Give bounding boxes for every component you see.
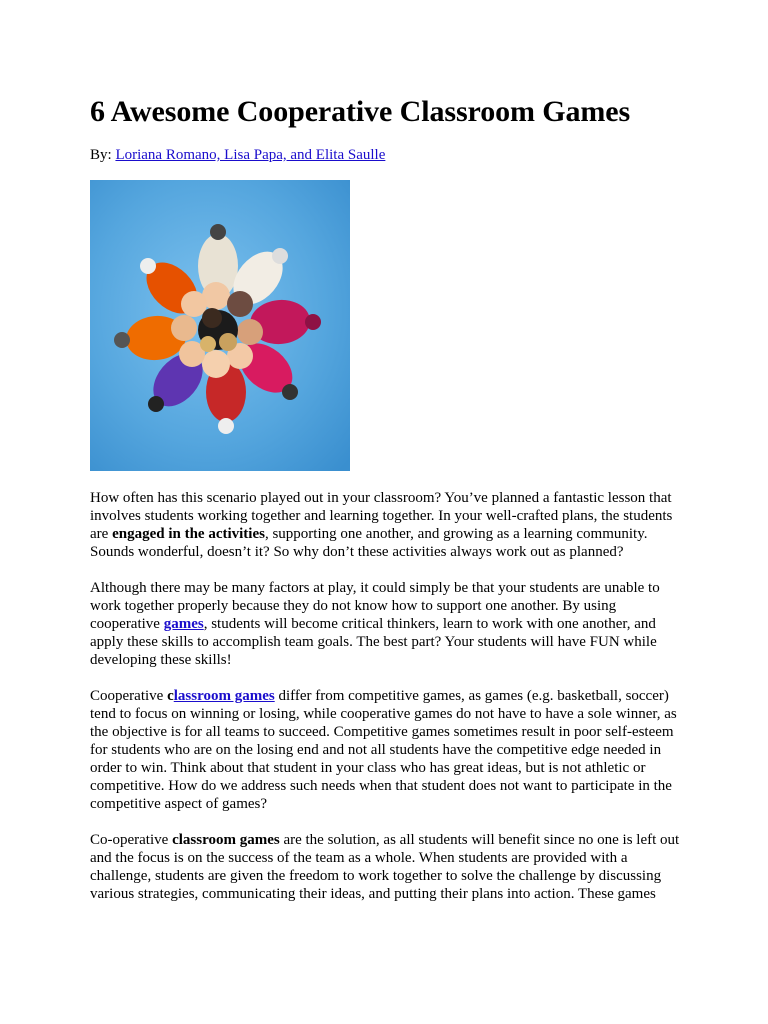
article-body (90, 489, 682, 903)
child-feet (148, 396, 164, 412)
byline-prefix: By: (90, 147, 116, 163)
child-head (227, 291, 253, 317)
text: differ from competitive games, as games (e.g. basketball, soccer) tend to focus on winning or losing, while cooperative games do not have to have a sole winner, as the objective is for all teams to succeed. Competitive games sometimes result in poor self-esteem for students who are on the losing end and not all students have the competitive edge needed in order to win. Think about that student in your class who has great ideas, but is not athletic or competitive. How do we address such needs when that student does not want to participate in the competitive aspect of games? (90, 688, 677, 812)
classroom-games-link[interactable]: lassroom games (173, 688, 275, 704)
paragraph-4 (90, 831, 682, 903)
games-link[interactable]: games (163, 616, 204, 632)
child-head (202, 350, 230, 378)
bold-text: classroom games (172, 832, 280, 848)
bold-text: c (167, 688, 174, 704)
byline (90, 146, 682, 164)
article (90, 92, 682, 921)
hair-center (219, 333, 237, 351)
text: are the solution, as all students will benefit since no one is left out and the focus is on the success of the team as a whole. When students are provided with a challenge, students are given the freedom to work together to solve the challenge by discussing various strategies, communicating their ideas, and putting their plans into action. These games (90, 832, 680, 902)
author-link[interactable]: Loriana Romano, Lisa Papa, and Elita Saulle (115, 147, 386, 163)
bold-text: engaged in the activities (112, 526, 265, 542)
child-feet (282, 384, 298, 400)
paragraph-1 (90, 489, 682, 561)
text: , supporting one another, and growing as a learning community. Sounds wonderful, doesn’t it? So why don’t these activities always work out as planned? (90, 526, 648, 560)
paragraph-2 (90, 579, 682, 669)
text: Although there may be many factors at play, it could simply be that your students are unable to work together properly because they do not know how to support one another. By using cooperative (90, 580, 660, 632)
child-feet (210, 224, 226, 240)
text: , students will become critical thinkers, learn to work with one another, and apply these skills to accomplish team goals. The best part? Your students will have FUN while developing these skills! (90, 616, 657, 668)
hair-center (202, 308, 222, 328)
child-feet (305, 314, 321, 330)
child-head (171, 315, 197, 341)
child-feet (218, 418, 234, 434)
child-feet (114, 332, 130, 348)
text: Cooperative (90, 688, 168, 704)
child-feet (140, 258, 156, 274)
paragraph-3 (90, 687, 682, 813)
page-title: 6 Awesome Cooperative Classroom Games (90, 95, 631, 128)
text: Co-operative (90, 832, 173, 848)
hair-center (200, 336, 216, 352)
text: How often has this scenario played out in your classroom? You’ve planned a fantastic lesson that involves students working together and learning together. In your well-crafted plans, the students are (90, 490, 673, 542)
child-head (181, 291, 207, 317)
children-circle-photo (90, 180, 350, 471)
child-head (237, 319, 263, 345)
child-feet (272, 248, 288, 264)
